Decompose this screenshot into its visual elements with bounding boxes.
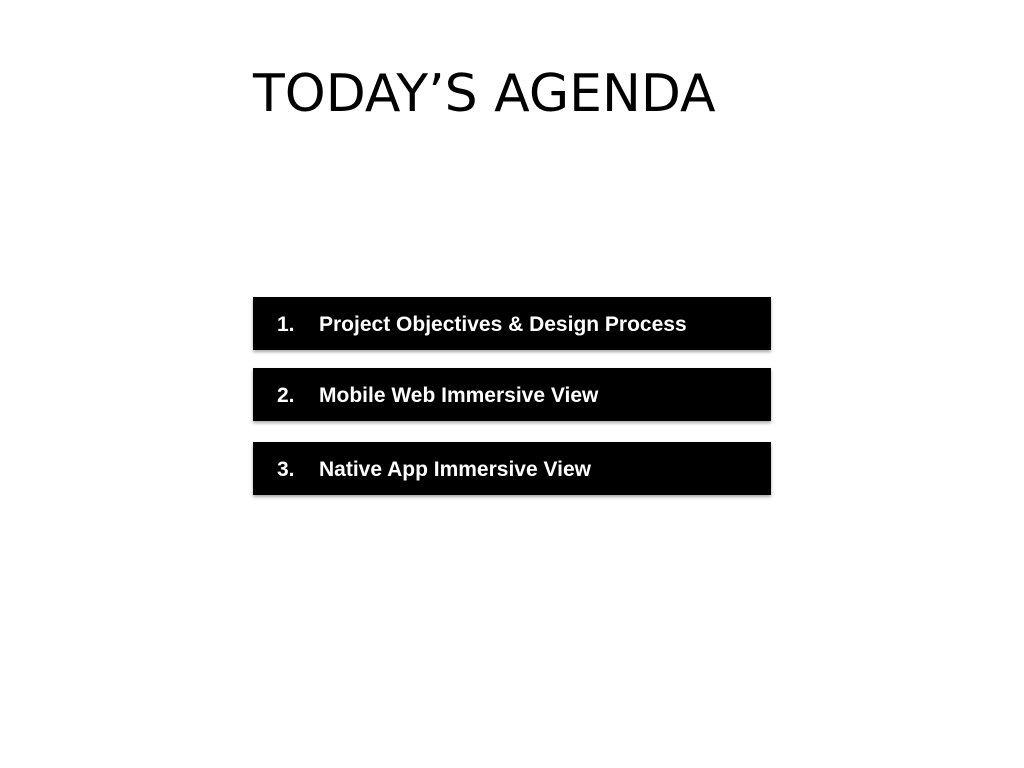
agenda-item-number: 1.: [277, 313, 295, 336]
agenda-item: [253, 297, 771, 350]
agenda-item-number: 3.: [277, 458, 295, 481]
agenda-item: [253, 442, 771, 495]
slide-title: TODAY’S AGENDA: [253, 64, 716, 124]
agenda-list: [253, 297, 771, 495]
agenda-item-number: 2.: [277, 384, 295, 407]
agenda-item-label: Mobile Web Immersive View: [319, 384, 599, 407]
agenda-item-label: Project Objectives & Design Process: [319, 313, 687, 336]
agenda-item-label: Native App Immersive View: [319, 458, 591, 481]
agenda-item: [253, 368, 771, 421]
